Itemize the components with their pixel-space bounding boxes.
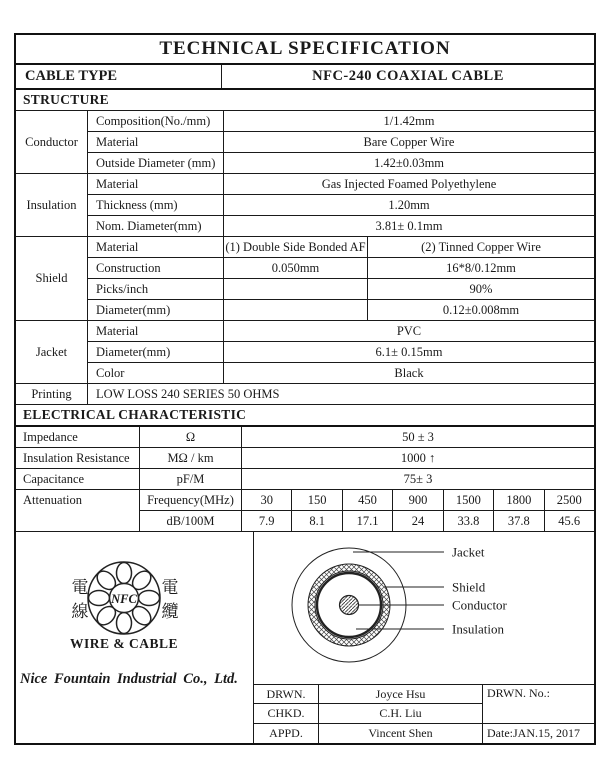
value-cell: Black <box>394 365 424 380</box>
unit-cell: Ω <box>140 427 242 447</box>
drawing-number-cell: DRWN. No.: <box>483 685 594 724</box>
db-value: 24 <box>393 511 443 531</box>
db-value: 17.1 <box>343 511 393 531</box>
value-cell-2: 16*8/0.12mm <box>446 260 516 275</box>
cable-cross-section-diagram <box>254 532 594 684</box>
table-row <box>16 427 594 448</box>
frequency-row <box>140 490 594 511</box>
table-row <box>88 237 594 258</box>
value-cell: 3.81± 0.1mm <box>375 218 443 233</box>
structure-heading: STRUCTURE <box>16 90 594 111</box>
attenuation-block <box>16 490 594 532</box>
value-cell-1: (1) Double Side Bonded AF <box>224 237 368 257</box>
table-row <box>88 174 594 195</box>
property-cell: Nom. Diameter(mm) <box>88 216 224 236</box>
approval-name: C.H. Liu <box>319 704 483 723</box>
property-cell: Material <box>88 321 224 341</box>
property-cell: Color <box>88 363 224 383</box>
table-row <box>16 448 594 469</box>
section-conductor <box>16 111 594 174</box>
value-cell: Gas Injected Foamed Polyethylene <box>321 176 497 191</box>
frequency-value: 150 <box>292 490 342 510</box>
section-printing <box>16 384 594 405</box>
db-value: 7.9 <box>242 511 292 531</box>
value-cell-1 <box>224 279 368 299</box>
property-cell: Material <box>88 174 224 194</box>
logo-char-left-top: 電 <box>71 578 89 597</box>
table-row <box>88 132 594 153</box>
value-cell: 1000 ↑ <box>400 450 436 465</box>
electrical-heading: ELECTRICAL CHARACTERISTIC <box>16 405 594 427</box>
table-row <box>88 300 594 320</box>
unit-cell: MΩ / km <box>140 448 242 468</box>
value-cell-2: 0.12±0.008mm <box>442 302 520 317</box>
section-insulation <box>16 174 594 237</box>
db-value: 33.8 <box>444 511 494 531</box>
value-cell-1 <box>224 300 368 320</box>
parameter-cell: Capacitance <box>16 469 140 489</box>
group-label: Jacket <box>16 321 88 383</box>
db-value: 37.8 <box>494 511 544 531</box>
unit-cell: dB/100M <box>140 511 242 531</box>
approval-role: APPD. <box>254 724 319 743</box>
property-cell: Construction <box>88 258 224 278</box>
db-row <box>140 511 594 531</box>
group-label: Shield <box>16 237 88 320</box>
property-cell: Material <box>88 132 224 152</box>
value-cell: 75± 3 <box>403 471 433 486</box>
logo-caption: WIRE & CABLE <box>69 636 179 651</box>
property-cell: Outside Diameter (mm) <box>88 153 224 173</box>
table-row <box>88 153 594 173</box>
frequency-value: 450 <box>343 490 393 510</box>
frequency-value: 1500 <box>444 490 494 510</box>
document-title: TECHNICAL SPECIFICATION <box>159 38 451 59</box>
value-cell-1: 0.050mm <box>224 258 368 278</box>
company-cell <box>16 532 254 743</box>
value-cell: 6.1± 0.15mm <box>375 344 443 359</box>
frequency-value: 900 <box>393 490 443 510</box>
document-title-row <box>16 35 594 65</box>
parameter-cell: Impedance <box>16 427 140 447</box>
approval-name: Vincent Shen <box>319 724 483 743</box>
value-cell: 1.42±0.03mm <box>373 155 445 170</box>
value-cell: PVC <box>396 323 422 338</box>
property-cell: Thickness (mm) <box>88 195 224 215</box>
section-shield <box>16 237 594 321</box>
table-row <box>88 279 594 300</box>
approval-role: DRWN. <box>254 685 319 704</box>
table-row <box>88 111 594 132</box>
group-label: Insulation <box>16 174 88 236</box>
logo-char-right-bottom: 纜 <box>161 602 179 621</box>
diagram-label-insulation: Insulation <box>452 621 504 637</box>
cable-type-value: NFC-240 COAXIAL CABLE <box>312 68 504 84</box>
cable-type-row <box>16 65 594 90</box>
group-label: Conductor <box>16 111 88 173</box>
db-value: 45.6 <box>558 513 581 528</box>
approval-role: CHKD. <box>254 704 319 723</box>
company-name: Nice Fountain Industrial Co., Ltd. <box>20 671 238 687</box>
cable-type-label: CABLE TYPE <box>16 65 222 88</box>
approval-table <box>254 684 594 743</box>
unit-cell: pF/M <box>140 469 242 489</box>
table-row <box>88 195 594 216</box>
parameter-cell: Insulation Resistance <box>16 448 140 468</box>
diagram-labels <box>452 545 508 637</box>
table-row <box>88 363 594 383</box>
value-cell: Bare Copper Wire <box>363 134 455 149</box>
value-cell-2: 90% <box>469 281 493 296</box>
property-cell: Composition(No./mm) <box>88 111 224 131</box>
group-label: Printing <box>16 384 88 404</box>
property-cell: Picks/inch <box>88 279 224 299</box>
frequency-value: 2500 <box>556 492 582 507</box>
parameter-cell: Attenuation <box>16 490 140 531</box>
value-cell: 1/1.42mm <box>383 113 435 128</box>
value-cell-2: (2) Tinned Copper Wire <box>421 239 541 254</box>
table-row <box>88 258 594 279</box>
footer-block <box>16 532 594 743</box>
frequency-value: 30 <box>242 490 292 510</box>
property-cell: Material <box>88 237 224 257</box>
table-row <box>88 321 594 342</box>
printing-value: LOW LOSS 240 SERIES 50 OHMS <box>96 386 280 401</box>
diagram-label-conductor: Conductor <box>452 597 507 613</box>
logo-monogram: NFC <box>111 592 137 606</box>
spec-sheet <box>14 33 596 745</box>
table-row <box>88 216 594 236</box>
value-cell: 50 ± 3 <box>402 429 434 444</box>
property-cell: Diameter(mm) <box>88 300 224 320</box>
logo-char-left-bottom: 線 <box>71 602 89 621</box>
frequency-value: 1800 <box>494 490 544 510</box>
table-row <box>16 469 594 490</box>
table-row <box>88 342 594 363</box>
date-cell: Date:JAN.15, 2017 <box>487 725 580 740</box>
db-value: 8.1 <box>292 511 342 531</box>
section-jacket <box>16 321 594 384</box>
nfc-logo <box>16 546 254 670</box>
unit-cell: Frequency(MHz) <box>140 490 242 510</box>
approval-name: Joyce Hsu <box>319 685 483 704</box>
diagram-label-jacket: Jacket <box>452 544 485 560</box>
logo-char-right-top: 電 <box>161 578 179 597</box>
diagram-label-shield: Shield <box>452 579 486 595</box>
property-cell: Diameter(mm) <box>88 342 224 362</box>
value-cell: 1.20mm <box>388 197 430 212</box>
